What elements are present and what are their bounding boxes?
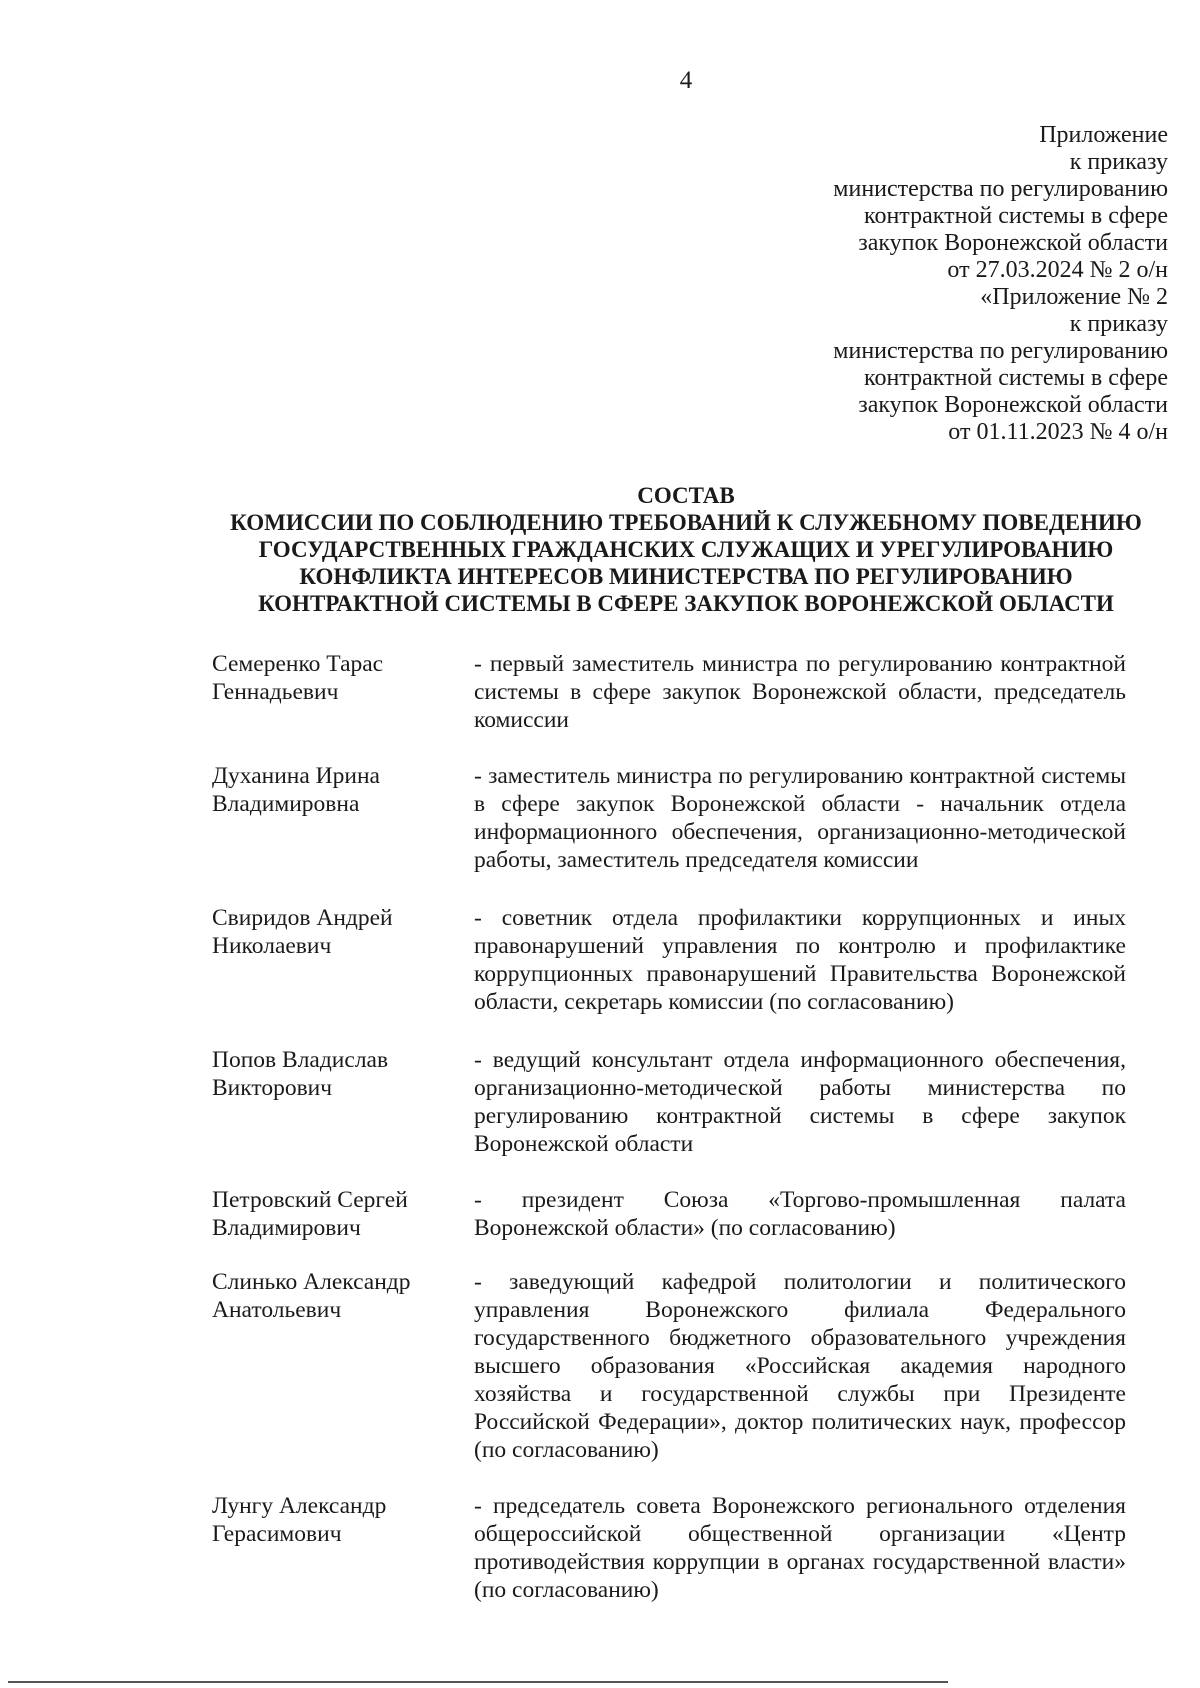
member-row bbox=[212, 1186, 1126, 1242]
member-surname-name: Слинько Александр bbox=[212, 1269, 411, 1295]
appendix-line: к приказу bbox=[1069, 149, 1168, 175]
member-row bbox=[212, 1492, 1126, 1604]
appendix-block bbox=[688, 122, 1168, 446]
title-line: ГОСУДАРСТВЕННЫХ ГРАЖДАНСКИХ СЛУЖАЩИХ И УРЕГУЛИРОВАНИЮ bbox=[258, 537, 1114, 562]
appendix-line: от 27.03.2024 № 2 о/н bbox=[947, 257, 1168, 283]
title-line: КОНТРАКТНОЙ СИСТЕМЫ В СФЕРЕ ЗАКУПОК ВОРОНЕЖСКОЙ ОБЛАСТИ bbox=[258, 591, 1114, 616]
member-patronymic: Анатольевич bbox=[212, 1297, 342, 1323]
member-role: - ведущий консультант отдела информационного обеспечения, организационно-методической работы министерства по регулированию контрактной системы в сфере закупок Воронежской области bbox=[474, 1047, 1126, 1157]
appendix-line: закупок Воронежской области bbox=[858, 230, 1168, 256]
appendix-line: закупок Воронежской области bbox=[858, 392, 1168, 418]
member-list bbox=[212, 650, 1126, 1604]
member-patronymic: Владимирович bbox=[212, 1215, 361, 1241]
member-patronymic: Геннадьевич bbox=[212, 679, 339, 705]
member-role: - президент Союза «Торгово-промышленная палата Воронежской области» (по согласованию) bbox=[474, 1187, 1126, 1241]
member-patronymic: Владимировна bbox=[212, 791, 360, 817]
title-heading: СОСТАВ bbox=[637, 483, 735, 508]
member-name bbox=[212, 1492, 474, 1604]
member-name bbox=[212, 1046, 474, 1158]
member-row bbox=[212, 1046, 1126, 1158]
member-surname-name: Лунгу Александр bbox=[212, 1493, 387, 1519]
member-row bbox=[212, 762, 1126, 874]
member-row bbox=[212, 1268, 1126, 1464]
bottom-scan-edge bbox=[8, 1681, 948, 1683]
appendix-line: контрактной системы в сфере bbox=[864, 365, 1168, 391]
appendix-line: контрактной системы в сфере bbox=[864, 203, 1168, 229]
member-surname-name: Семеренко Тарас bbox=[212, 651, 384, 677]
document-title bbox=[200, 482, 1172, 617]
appendix-line: министерства по регулированию bbox=[833, 176, 1168, 202]
member-name bbox=[212, 904, 474, 1016]
title-line: КОНФЛИКТА ИНТЕРЕСОВ МИНИСТЕРСТВА ПО РЕГУЛИРОВАНИЮ bbox=[299, 564, 1073, 589]
member-patronymic: Герасимович bbox=[212, 1521, 342, 1547]
member-name bbox=[212, 1186, 474, 1242]
member-role: - первый заместитель министра по регулированию контрактной системы в сфере закупок Воронежской области, председатель комиссии bbox=[474, 651, 1126, 733]
member-role: - заведующий кафедрой политологии и политического управления Воронежского филиала Федерального государственного бюджетного образовательного учреждения высшего образования «Российская академия народного хозяйства и государственной службы при Президенте Российской Федерации», доктор политических наук, профессор (по согласованию) bbox=[474, 1269, 1126, 1463]
member-role: - председатель совета Воронежского регионального отделения общероссийской общественной организации «Центр противодействия коррупции в органах государственной власти» (по согласованию) bbox=[474, 1493, 1126, 1603]
member-name bbox=[212, 650, 474, 734]
title-line: КОМИССИИ ПО СОБЛЮДЕНИЮ ТРЕБОВАНИЙ К СЛУЖЕБНОМУ ПОВЕДЕНИЮ bbox=[230, 510, 1142, 535]
appendix-line: к приказу bbox=[1069, 311, 1168, 337]
member-surname-name: Попов Владислав bbox=[212, 1047, 389, 1073]
member-row bbox=[212, 904, 1126, 1016]
appendix-line: Приложение bbox=[1039, 122, 1168, 148]
member-role: - советник отдела профилактики коррупционных и иных правонарушений управления по контролю и профилактике коррупционных правонарушений Правительства Воронежской области, секретарь комиссии (по согласованию) bbox=[474, 905, 1126, 1015]
appendix-line: от 01.11.2023 № 4 о/н bbox=[948, 419, 1168, 445]
member-role: - заместитель министра по регулированию контрактной системы в сфере закупок Воронежской области - начальник отдела информационного обеспечения, организационно-методической работы, заместитель председателя комиссии bbox=[474, 763, 1126, 873]
member-row bbox=[212, 650, 1126, 734]
appendix-line: министерства по регулированию bbox=[833, 338, 1168, 364]
member-surname-name: Петровский Сергей bbox=[212, 1187, 408, 1213]
page-number: 4 bbox=[679, 67, 693, 94]
member-surname-name: Духанина Ирина bbox=[212, 763, 380, 789]
member-name bbox=[212, 762, 474, 874]
member-name bbox=[212, 1268, 474, 1464]
appendix-line: «Приложение № 2 bbox=[980, 284, 1168, 310]
member-patronymic: Викторович bbox=[212, 1075, 333, 1101]
member-patronymic: Николаевич bbox=[212, 933, 332, 959]
member-surname-name: Свиридов Андрей bbox=[212, 905, 393, 931]
